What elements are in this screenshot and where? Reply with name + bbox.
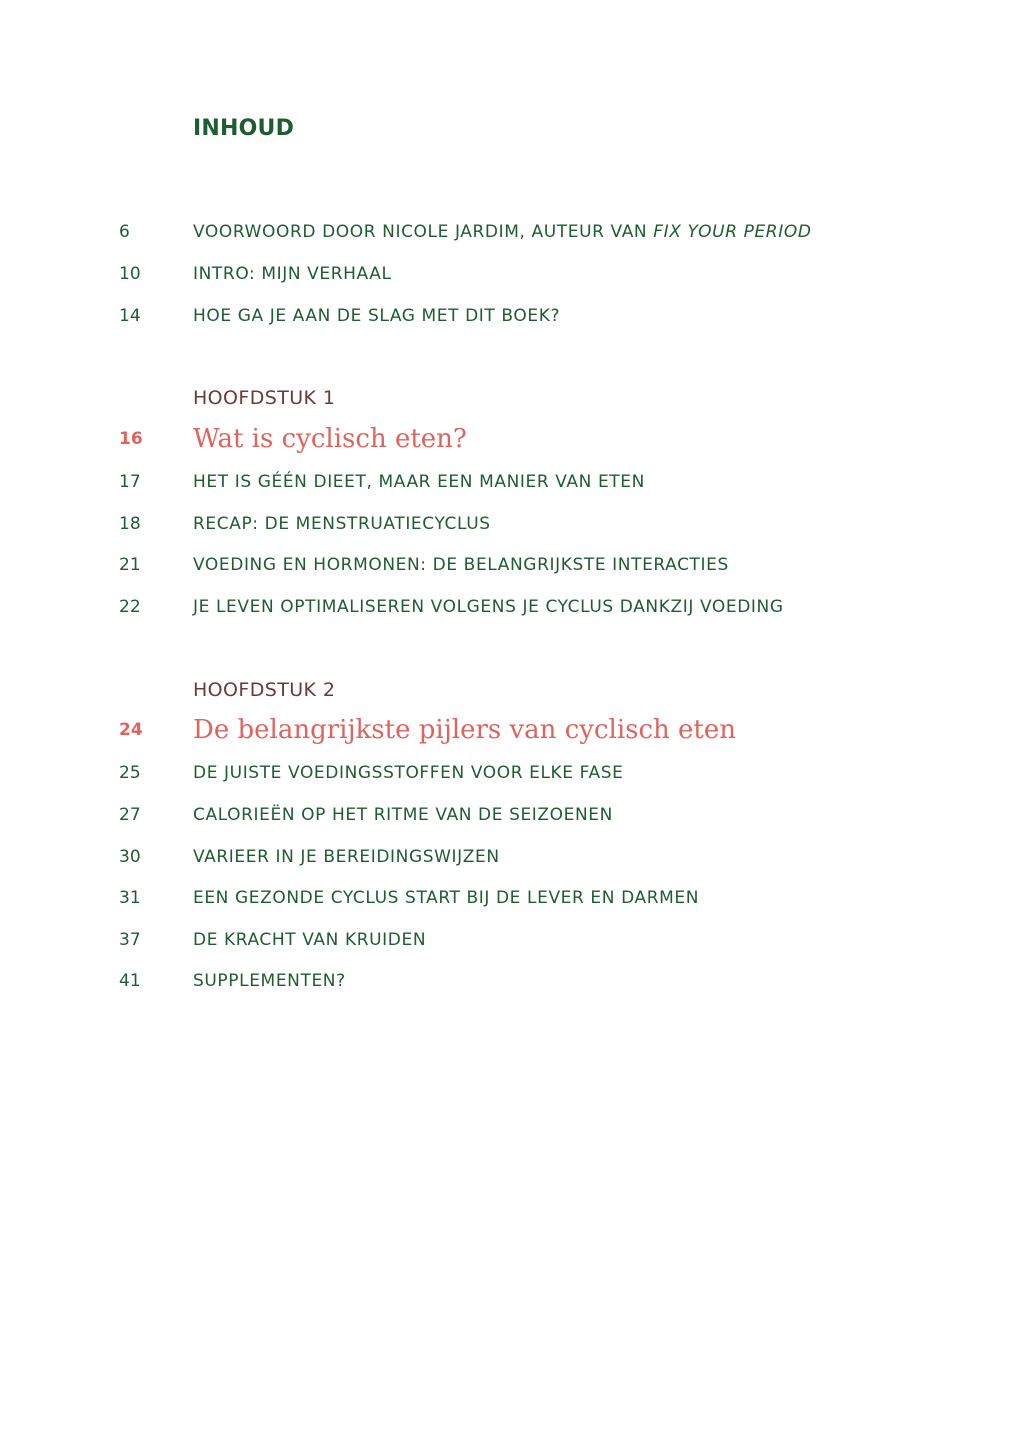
toc-entry-text: DE JUISTE VOEDINGSSTOFFEN VOOR ELKE FASE bbox=[193, 763, 624, 783]
toc-entry[interactable] bbox=[0, 883, 1020, 913]
toc-entry[interactable] bbox=[0, 550, 1020, 580]
toc-page-number: 22 bbox=[119, 597, 141, 617]
chapter-page-number: 24 bbox=[119, 720, 143, 740]
toc-page-number: 6 bbox=[119, 222, 130, 242]
toc-entry-text: VARIEER IN JE BEREIDINGSWIJZEN bbox=[193, 847, 500, 867]
toc-entry-text: INTRO: MIJN VERHAAL bbox=[193, 264, 392, 284]
toc-entry-text: SUPPLEMENTEN? bbox=[193, 971, 346, 991]
toc-page-number: 14 bbox=[119, 306, 141, 326]
toc-entry[interactable] bbox=[0, 842, 1020, 872]
toc-page-number: 37 bbox=[119, 930, 141, 950]
toc-entry[interactable] bbox=[0, 925, 1020, 955]
toc-entry-text bbox=[193, 217, 812, 247]
toc-entry[interactable] bbox=[0, 217, 1020, 247]
page-title: INHOUD bbox=[193, 116, 295, 141]
toc-entry[interactable] bbox=[0, 301, 1020, 331]
toc-page-number: 41 bbox=[119, 971, 141, 991]
chapter-page-number: 16 bbox=[119, 429, 143, 449]
toc-page-number: 10 bbox=[119, 264, 141, 284]
toc-page-number: 21 bbox=[119, 555, 141, 575]
toc-entry[interactable] bbox=[0, 800, 1020, 830]
toc-entry-text: JE LEVEN OPTIMALISEREN VOLGENS JE CYCLUS DANKZIJ VOEDING bbox=[193, 597, 784, 617]
toc-page-number: 27 bbox=[119, 805, 141, 825]
toc-entry-emphasis: FIX YOUR PERIOD bbox=[653, 222, 812, 242]
chapter-title: Wat is cyclisch eten? bbox=[193, 424, 467, 454]
toc-entry-text: HET IS GÉÉN DIEET, MAAR EEN MANIER VAN ETEN bbox=[193, 472, 645, 492]
toc-page-number: 17 bbox=[119, 472, 141, 492]
toc-entry-text: EEN GEZONDE CYCLUS START BIJ DE LEVER EN DARMEN bbox=[193, 888, 700, 908]
toc-entry[interactable] bbox=[0, 509, 1020, 539]
chapter-label: HOOFDSTUK 2 bbox=[193, 679, 336, 701]
chapter-heading[interactable] bbox=[0, 419, 1020, 459]
toc-page-number: 31 bbox=[119, 888, 141, 908]
toc-entry[interactable] bbox=[0, 592, 1020, 622]
toc-entry-label: VOORWOORD DOOR NICOLE JARDIM, AUTEUR VAN bbox=[193, 222, 654, 242]
toc-entry[interactable] bbox=[0, 758, 1020, 788]
toc-page-number: 30 bbox=[119, 847, 141, 867]
toc-entry-text: RECAP: DE MENSTRUATIECYCLUS bbox=[193, 514, 491, 534]
toc-entry-text: VOEDING EN HORMONEN: DE BELANGRIJKSTE INTERACTIES bbox=[193, 555, 729, 575]
toc-entry-text: DE KRACHT VAN KRUIDEN bbox=[193, 930, 427, 950]
chapter-title: De belangrijkste pijlers van cyclisch eten bbox=[193, 715, 737, 745]
chapter-label: HOOFDSTUK 1 bbox=[193, 387, 336, 409]
chapter-heading[interactable] bbox=[0, 710, 1020, 750]
toc-entry[interactable] bbox=[0, 467, 1020, 497]
toc-page-number: 25 bbox=[119, 763, 141, 783]
toc-entry[interactable] bbox=[0, 259, 1020, 289]
toc-entry-text: CALORIEËN OP HET RITME VAN DE SEIZOENEN bbox=[193, 805, 613, 825]
toc-entry-text: HOE GA JE AAN DE SLAG MET DIT BOEK? bbox=[193, 306, 561, 326]
toc-entry[interactable] bbox=[0, 966, 1020, 996]
toc-page-number: 18 bbox=[119, 514, 141, 534]
